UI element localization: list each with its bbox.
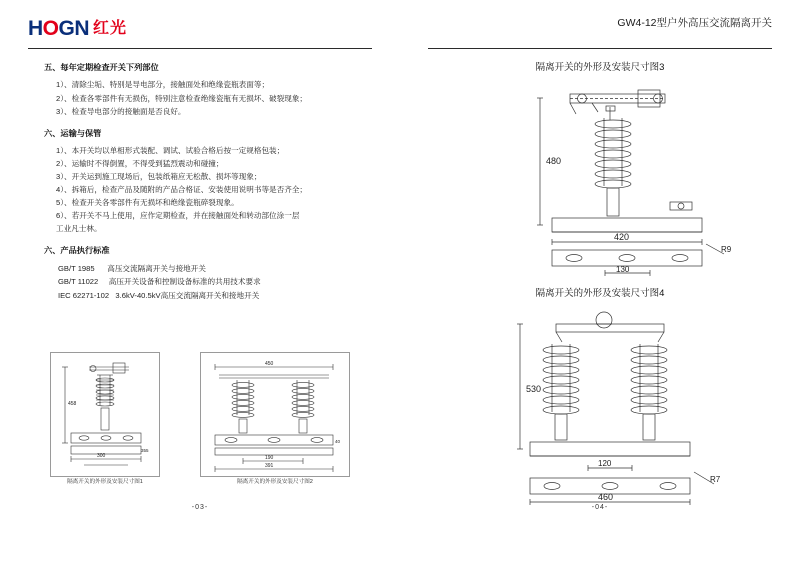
dimension-530: 530: [526, 384, 542, 394]
dimension-height: 458: [68, 401, 77, 407]
list-item: 2）、运输时不得倒置，不得受到猛烈震动和碰撞；: [56, 159, 224, 169]
logo: [28, 18, 127, 39]
list-item: 4）、拆箱后，检查产品及随附的产品合格证、安装使用说明书等是否齐全；: [56, 185, 308, 195]
figure-1-drawing: [51, 353, 159, 476]
logo-wordmark: HOGN: [28, 17, 90, 40]
section-standards: [44, 245, 364, 302]
dimension-side: 40: [335, 439, 341, 444]
list-item: 2）、检查各零部件有无损伤，特别注意检查绝缘瓷瓶有无损坏、破裂现象；: [56, 93, 308, 103]
dimension-plate: 355: [141, 448, 149, 453]
dimension-width: 450: [265, 361, 274, 367]
dimension-460: 460: [598, 492, 614, 502]
header-divider: [428, 48, 772, 49]
dimension-inner: 190: [265, 455, 274, 461]
list-item: 3）、检查导电部分的接触面是否良好。: [56, 106, 186, 116]
section-transport-storage: [44, 128, 364, 236]
figure-4: [500, 308, 750, 508]
dimension-R9: R9: [721, 245, 732, 254]
figure-4-drawing: [500, 308, 750, 508]
section-inspection: [44, 62, 364, 118]
figure-2-frame: [200, 352, 350, 477]
page-number-right: -04-: [591, 504, 609, 511]
figure-1: [50, 352, 160, 487]
figure-2-drawing: [201, 353, 349, 476]
left-text-column: [44, 62, 364, 312]
section-title: 六、产品执行标准: [44, 246, 110, 256]
brand-header: [28, 18, 372, 52]
list-item: 1）、本开关均以单相形式装配、调试、试验合格后按一定规格包装；: [56, 146, 285, 156]
dimension-outer: 391: [265, 463, 274, 469]
figure-4-heading: 隔离开关的外形及安装尺寸图4: [535, 288, 665, 299]
section-title: 六、运输与保管: [44, 128, 102, 138]
header-divider: [28, 48, 372, 49]
figure-2-caption: 隔离开关的外形及安装尺寸图2: [237, 479, 313, 485]
figure-3-heading: 隔离开关的外形及安装尺寸图3: [535, 62, 665, 73]
logo-chinese-name: 红光: [93, 19, 128, 37]
figure-2: [200, 352, 350, 487]
list-item: 1）、清除尘垢、特别是导电部分，接触面处和绝缘瓷瓶表面等；: [56, 80, 270, 90]
right-header: [428, 18, 772, 52]
list-item: 3）、开关运到施工现场后，包装纸箱应无松散、损坏等现象；: [56, 172, 262, 182]
dimension-120: 120: [598, 459, 612, 468]
page-number-left: -03-: [191, 504, 209, 511]
dimension-R7: R7: [710, 475, 721, 484]
dimension-480: 480: [546, 156, 562, 166]
standard-line: IEC 62271-102 3.6kV-40.5kV高压交流隔离开关和接地开关: [58, 290, 260, 300]
header-product-title: GW4-12型户外高压交流隔离开关: [617, 17, 772, 29]
standard-line: GB/T 1985 高压交流隔离开关与接地开关: [58, 263, 206, 273]
dimension-420: 420: [614, 232, 630, 242]
standard-line: GB/T 11022 高压开关设备和控制设备标准的共用技术要求: [58, 277, 261, 287]
list-item: 工业凡士林。: [56, 224, 102, 234]
list-item: 6）、若开关不马上使用，应作定期检查，并在接触面处和转动部位涂一层: [56, 211, 300, 221]
section-title: 五、每年定期检查开关下列部位: [44, 63, 159, 72]
dimension-base-width: 300: [97, 453, 106, 459]
dimension-130: 130: [616, 265, 630, 274]
list-item: 5）、检查开关各零部件有无损坏和绝缘瓷瓶碎裂现象。: [56, 198, 239, 208]
figure-3: [510, 82, 740, 277]
right-page: [400, 0, 800, 569]
figure-3-drawing: [510, 82, 740, 277]
figure-1-frame: [50, 352, 160, 477]
figure-1-caption: 隔离开关的外形及安装尺寸图1: [67, 479, 143, 485]
